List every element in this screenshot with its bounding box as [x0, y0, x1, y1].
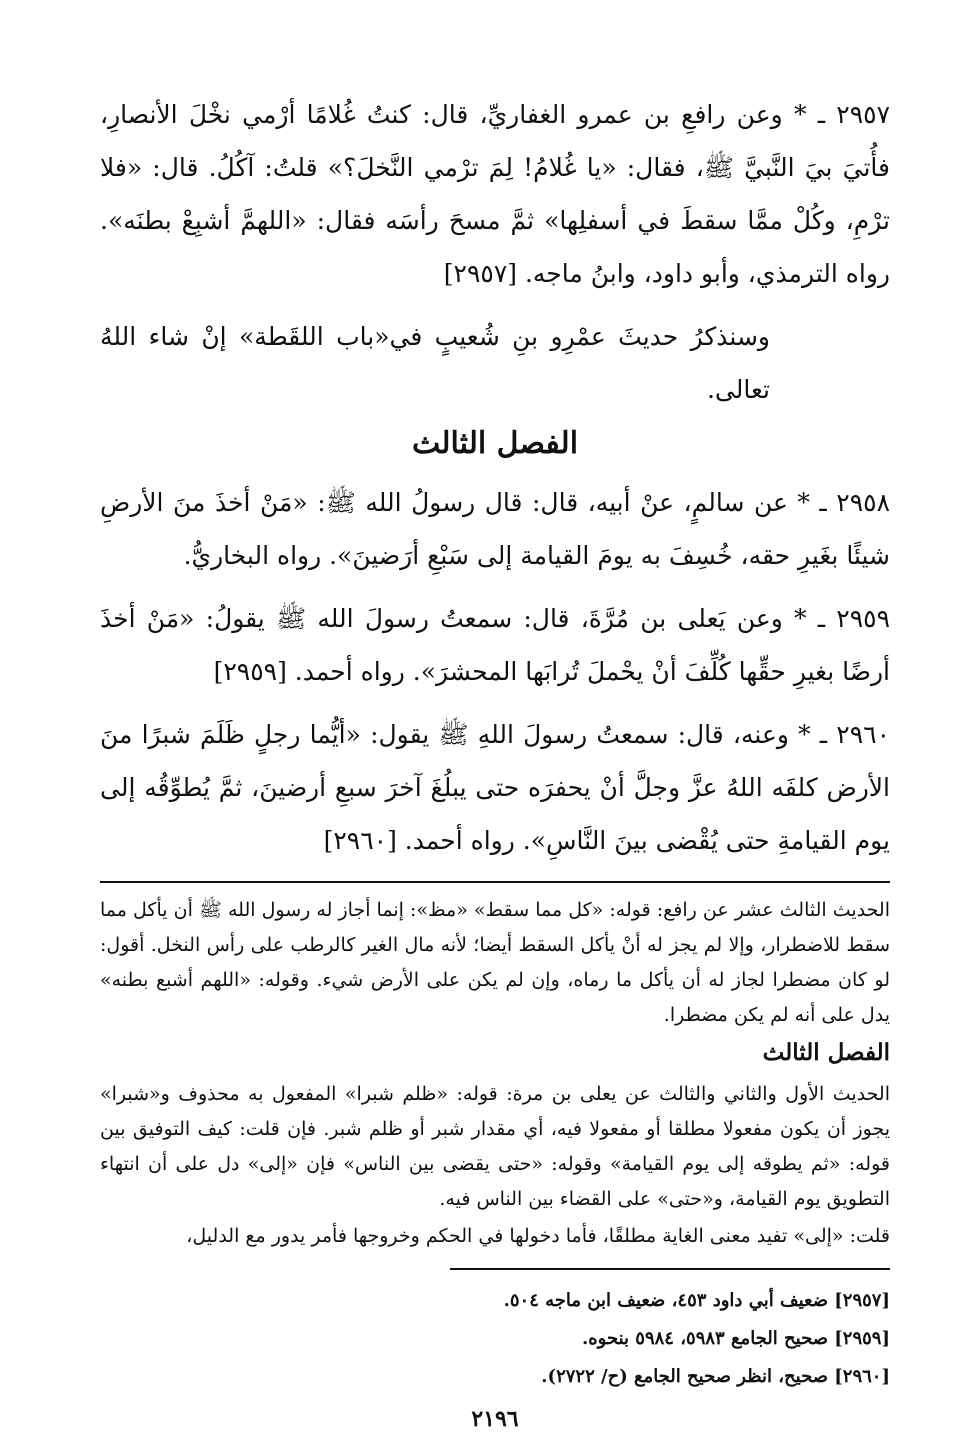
hadith-2958: ٢٩٥٨ ـ * عن سالمٍ، عنْ أبيه، قال: قال رسولُ الله ﷺ: «مَنْ أخذَ منَ الأرضِ شيئًا بغَيرِ حقه، خُسِفَ به يومَ القيامة إلى سَبْعِ أرَضينَ». رواه البخاريُّ.	[100, 488, 890, 570]
hadith-2960: ٢٩٦٠ ـ * وعنه، قال: سمعتُ رسولَ اللهِ ﷺ يقول: «أيُّما رجلٍ ظَلَمَ شبرًا منَ الأرض كلفَه اللهُ عزَّ وجلَّ أنْ يحفرَه حتى يبلُغَ آخرَ سبعِ أرضينَ، ثمَّ يُطوِّقُه إلى يوم القيامةِ حتى يُقْضى بينَ النَّاسِ». رواه أحمد. [٢٩٦٠]	[100, 720, 890, 855]
footnote-divider	[450, 1268, 890, 1270]
hadith-2959: ٢٩٥٩ ـ * وعن يَعلى بن مُرَّةَ، قال: سمعتُ رسولَ الله ﷺ يقولُ: «مَنْ أخذَ أرضًا بغيرِ حقِّها كُلِّفَ أنْ يحْملَ تُرابَها المحشرَ». رواه أحمد. [٢٩٥٩]	[100, 604, 891, 686]
cross-reference-note: وسنذكرُ حديثَ عمْرِو بنِ شُعيبٍ في«باب اللقَطة» إنْ شاء اللهُ تعالى.	[100, 322, 770, 404]
page-number: ٢١٩٦	[471, 1406, 519, 1432]
commentary-paragraph-2: الحديث الأول والثاني والثالث عن يعلى بن مرة: قوله: «ظلم شبرا» المفعول به محذوف و«شبرا» يجوز أن يكون مفعولا مطلقا أو مفعولا فيه، أي مقدار شبر أو ظلم شبر. فإن قلت: كيف التوفيق بين قوله: «ثم يطوقه إلى يوم القيامة» وقوله: «حتى يقضى بين الناس» فإن «إلى» دل على أن انتهاء التطويق يوم القيامة، و«حتى» على القضاء بين الناس فيه.	[100, 1083, 890, 1210]
footnote-2960: [٢٩٦٠] صحيح، انظر صحيح الجامع (ح/ ٢٧٢٢).	[541, 1366, 890, 1387]
footnote-2959: [٢٩٥٩] صحيح الجامع ٥٩٨٣، ٥٩٨٤ بنحوه.	[581, 1328, 890, 1349]
commentary-divider	[100, 881, 890, 883]
commentary-paragraph-3: قلت: «إلى» تفيد معنى الغاية مطلقًا، فأما دخولها في الحكم وخروجها فأمر يدور مع الدليل،	[186, 1225, 890, 1247]
commentary-paragraph-1: الحديث الثالث عشر عن رافع: قوله: «كل مما سقط» «مظ»: إنما أجاز له رسول الله ﷺ أن يأكل مما سقط للاضطرار، وإلا لم يجز له أنْ يأكل السقط أيضا؛ لأنه مال الغير كالرطب على رأس النخل. أقول: لو كان مضطرا لجاز له أن يأكل ما رماه، وإن لم يكن على الأرض شيء. وقوله: «اللهم أشبع بطنه» يدل على أنه لم يكن مضطرا.	[100, 899, 890, 1026]
footnote-2957: [٢٩٥٧] ضعيف أبي داود ٤٥٣، ضعيف ابن ماجه ٥٠٤.	[503, 1290, 890, 1311]
footnotes	[450, 1282, 890, 1396]
hadith-2957: ٢٩٥٧ ـ * وعن رافعِ بن عمرو الغفاريِّ، قال: كنتُ غُلامًا أرْمي نخْلَ الأنصارِ، فأُتيَ بيَ النَّبيَّ ﷺ، فقال: «يا غُلامُ! لِمَ ترْمي النَّخلَ؟» قلتُ: آكُلُ. قال: «فلا ترْمِ، وكُلْ ممَّا سقطَ في أسفلِها» ثمَّ مسحَ رأسَه فقال: «اللهمَّ أشبِعْ بطنَه». رواه الترمذي، وأبو داود، وابنُ ماجه. [٢٩٥٧]	[100, 100, 890, 288]
page-content	[100, 88, 890, 1432]
commentary-section-title: الفصل الثالث	[762, 1039, 890, 1066]
section-title: الفصل الثالث	[411, 426, 579, 461]
